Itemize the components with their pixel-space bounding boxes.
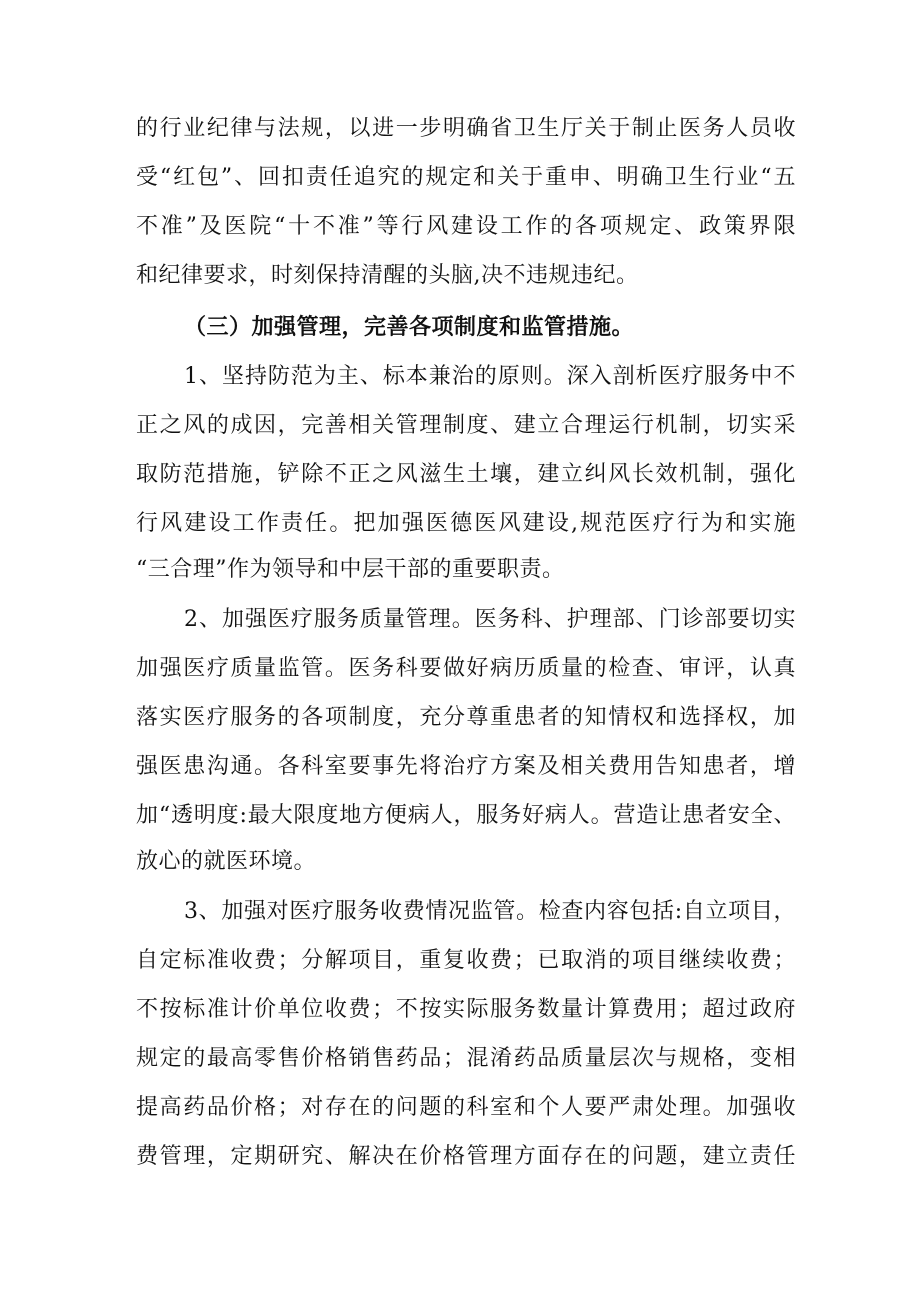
item-3-line: 自定标准收费；分解项目，重复收费；已取消的项目继续收费； bbox=[136, 948, 796, 973]
item-2-line: 加“透明度:最大限度地方便病人，服务好病人。营造让患者安全、 bbox=[136, 803, 796, 828]
item-2-line: 加强医疗质量监管。医务科要做好病历质量的检查、审评，认真 bbox=[136, 656, 796, 681]
item-3-line: 费管理，定期研究、解决在价格管理方面存在的问题，建立责任 bbox=[136, 1144, 796, 1169]
item-2-line: 落实医疗服务的各项制度，充分尊重患者的知情权和选择权，加 bbox=[136, 705, 796, 730]
paragraph-line: 和纪律要求，时刻保持清醒的头脑,决不违规违纪。 bbox=[136, 263, 639, 288]
paragraph-line: 的行业纪律与法规，以进一步明确省卫生厅关于制止医务人员收 bbox=[136, 116, 796, 141]
item-3-line: 规定的最高零售价格销售药品；混淆药品质量层次与规格，变相 bbox=[136, 1046, 796, 1071]
item-1-line: 1、坚持防范为主、标本兼治的原则。深入剖析医疗服务中不 bbox=[184, 364, 796, 389]
paragraph-line: 受“红包”、回扣责任追究的规定和关于重申、明确卫生行业“五 bbox=[136, 165, 796, 190]
item-2-line: 强医患沟通。各科室要事先将治疗方案及相关费用告知患者，增 bbox=[136, 754, 796, 779]
item-3-line: 提高药品价格；对存在的问题的科室和个人要严肃处理。加强收 bbox=[136, 1095, 796, 1120]
item-1-line: 取防范措施，铲除不正之风滋生土壤，建立纠风长效机制，强化 bbox=[136, 462, 796, 487]
item-1-line: 正之风的成因，完善相关管理制度、建立合理运行机制，切实采 bbox=[136, 413, 796, 438]
item-1-line: “三合理”作为领导和中层干部的重要职责。 bbox=[136, 557, 565, 582]
section-heading: （三）加强管理，完善各项制度和监管措施。 bbox=[184, 314, 635, 340]
item-2-line: 2、加强医疗服务质量管理。医务科、护理部、门诊部要切实 bbox=[184, 607, 796, 632]
item-1-line: 行风建设工作责任。把加强医德医风建设,规范医疗行为和实施 bbox=[136, 511, 796, 536]
paragraph-line: 不准”及医院“十不准”等行风建设工作的各项规定、政策界限 bbox=[136, 214, 796, 239]
item-3-line: 不按标准计价单位收费；不按实际服务数量计算费用；超过政府 bbox=[136, 997, 796, 1022]
item-3-line: 3、加强对医疗服务收费情况监管。检查内容包括:自立项目， bbox=[184, 899, 796, 924]
item-2-line: 放心的就医环境。 bbox=[136, 849, 317, 874]
